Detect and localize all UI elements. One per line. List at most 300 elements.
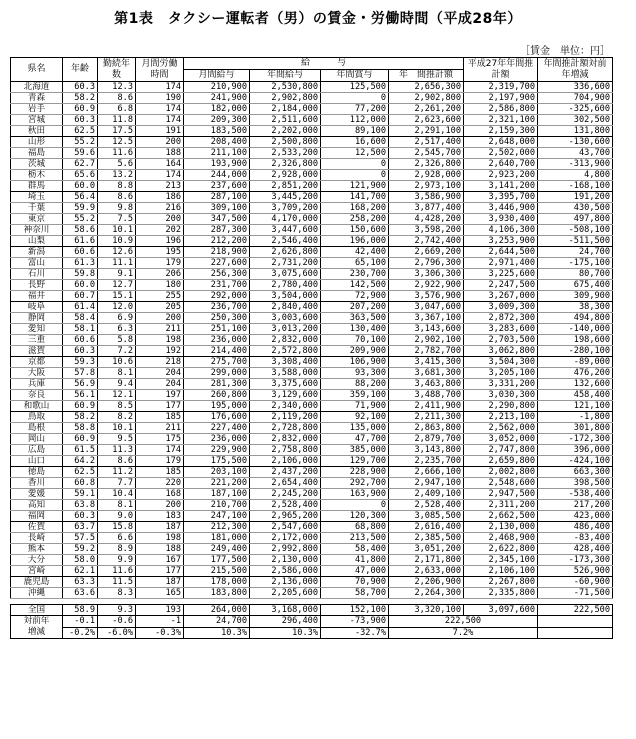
cell: -1,800 — [538, 412, 613, 423]
cell: 2,742,400 — [389, 236, 464, 247]
cell: 7.7 — [98, 478, 136, 489]
cell: -508,100 — [538, 225, 613, 236]
cell: 11.6 — [98, 148, 136, 159]
cell: 2,758,800 — [250, 445, 321, 456]
cell: 8.9 — [98, 544, 136, 555]
cell: 230,700 — [321, 269, 389, 280]
cell: 8.6 — [98, 192, 136, 203]
table-row — [11, 181, 613, 192]
cell: 55.2 — [63, 137, 98, 148]
cell: 60.3 — [63, 82, 98, 93]
pref-name: 群馬 — [11, 181, 63, 192]
cell: 12,500 — [321, 148, 389, 159]
table-row — [11, 104, 613, 115]
cell: 195 — [136, 247, 184, 258]
pref-name: 高知 — [11, 500, 63, 511]
cell: 193,900 — [184, 159, 250, 170]
cell: 65.6 — [63, 170, 98, 181]
cell: 3,062,800 — [464, 346, 538, 357]
cell: 164 — [136, 159, 184, 170]
cell: 63.3 — [63, 577, 98, 588]
cell: 188 — [136, 544, 184, 555]
cell: 2,235,700 — [389, 456, 464, 467]
cell: 2,832,000 — [250, 434, 321, 445]
cell: 174 — [136, 445, 184, 456]
table-row — [11, 346, 613, 357]
cell: 2,626,800 — [250, 247, 321, 258]
cell: 211 — [136, 423, 184, 434]
cell: 77,200 — [321, 104, 389, 115]
cell: -73,900 — [321, 616, 389, 628]
cell: 187 — [136, 577, 184, 588]
cell: 176,600 — [184, 412, 250, 423]
cell: 182,000 — [184, 104, 250, 115]
pref-name: 島根 — [11, 423, 63, 434]
cell: 2,291,100 — [389, 126, 464, 137]
cell: 58.9 — [63, 605, 98, 616]
cell: 200 — [136, 500, 184, 511]
cell: -424,100 — [538, 456, 613, 467]
cell: 3,320,100 — [389, 605, 464, 616]
cell: 287,300 — [184, 225, 250, 236]
table-row — [11, 280, 613, 291]
cell: 2,171,800 — [389, 555, 464, 566]
cell: 2,511,600 — [250, 115, 321, 126]
cell: 222,500 — [389, 616, 538, 628]
pref-name: 鳥取 — [11, 412, 63, 423]
cell: 3,367,100 — [389, 313, 464, 324]
cell: 250,300 — [184, 313, 250, 324]
cell: 2,159,300 — [464, 126, 538, 137]
cell: 7.2% — [389, 627, 538, 639]
pref-name: 岡山 — [11, 434, 63, 445]
cell: 208,400 — [184, 137, 250, 148]
cell: 222,500 — [538, 605, 613, 616]
cell: 2,662,500 — [464, 511, 538, 522]
cell: 60.0 — [63, 181, 98, 192]
table-row — [11, 225, 613, 236]
cell: 5.8 — [98, 335, 136, 346]
cell: 58.2 — [63, 412, 98, 423]
table-row — [11, 588, 613, 599]
cell: 215,500 — [184, 566, 250, 577]
table-row — [11, 82, 613, 93]
cell: 2,547,600 — [250, 522, 321, 533]
cell: 60.9 — [63, 104, 98, 115]
cell: 200 — [136, 313, 184, 324]
header-hours: 月間労働時間 — [136, 58, 184, 82]
pref-name: 福島 — [11, 148, 63, 159]
cell: 3,415,300 — [389, 357, 464, 368]
cell: 62.1 — [63, 566, 98, 577]
cell: 204 — [136, 379, 184, 390]
pref-name: 長野 — [11, 280, 63, 291]
cell: 55.2 — [63, 214, 98, 225]
pref-name: 山梨 — [11, 236, 63, 247]
cell: 9.3 — [98, 605, 136, 616]
pref-name: 和歌山 — [11, 401, 63, 412]
cell: 193 — [136, 605, 184, 616]
cell: 70,900 — [321, 577, 389, 588]
cell: 398,500 — [538, 478, 613, 489]
cell: 167 — [136, 555, 184, 566]
cell: 3,267,000 — [464, 291, 538, 302]
cell: 15.8 — [98, 522, 136, 533]
cell: 195,000 — [184, 401, 250, 412]
cell: 178,000 — [184, 577, 250, 588]
cell: 2,002,800 — [464, 467, 538, 478]
cell: 135,000 — [321, 423, 389, 434]
cell: 211,100 — [184, 148, 250, 159]
cell: 121,100 — [538, 401, 613, 412]
cell: 57.5 — [63, 533, 98, 544]
cell: 3,504,000 — [250, 291, 321, 302]
cell: 41,800 — [321, 555, 389, 566]
cell: 494,800 — [538, 313, 613, 324]
cell: 2,840,400 — [250, 302, 321, 313]
cell: 8.6 — [98, 456, 136, 467]
pref-name: 滋賀 — [11, 346, 63, 357]
pref-name: 富山 — [11, 258, 63, 269]
cell: 2,437,200 — [250, 467, 321, 478]
pref-name: 石川 — [11, 269, 63, 280]
cell: 2,326,800 — [389, 159, 464, 170]
table-row — [11, 544, 613, 555]
cell: -83,400 — [538, 533, 613, 544]
cell: 301,800 — [538, 423, 613, 434]
cell: 3,085,500 — [389, 511, 464, 522]
cell: 203,100 — [184, 467, 250, 478]
cell: 2,659,800 — [464, 456, 538, 467]
cell: 2,326,800 — [250, 159, 321, 170]
table-row — [11, 379, 613, 390]
cell: 2,973,100 — [389, 181, 464, 192]
table-row — [11, 115, 613, 126]
pref-name: 新潟 — [11, 247, 63, 258]
cell: 10.9 — [98, 236, 136, 247]
cell: 2,319,700 — [464, 82, 538, 93]
cell: 2,965,200 — [250, 511, 321, 522]
cell: -71,500 — [538, 588, 613, 599]
pref-name: 秋田 — [11, 126, 63, 137]
cell: 2,245,200 — [250, 489, 321, 500]
cell: 423,000 — [538, 511, 613, 522]
cell: 206 — [136, 269, 184, 280]
cell: 4,170,000 — [250, 214, 321, 225]
cell: 132,600 — [538, 379, 613, 390]
cell: 3,588,000 — [250, 368, 321, 379]
cell: 8.1 — [98, 368, 136, 379]
cell: 142,500 — [321, 280, 389, 291]
pref-name: 静岡 — [11, 313, 63, 324]
cell: 60.3 — [63, 511, 98, 522]
cell: 191,200 — [538, 192, 613, 203]
table-row — [11, 434, 613, 445]
cell: 63.8 — [63, 500, 98, 511]
cell: 2,202,000 — [250, 126, 321, 137]
cell: 3,709,200 — [250, 203, 321, 214]
cell: 59.9 — [63, 203, 98, 214]
cell: 2,468,900 — [464, 533, 538, 544]
cell — [538, 627, 613, 639]
cell: 6.9 — [98, 313, 136, 324]
cell: 2,119,200 — [250, 412, 321, 423]
cell: 60.3 — [63, 115, 98, 126]
cell: 60.6 — [63, 335, 98, 346]
cell: 59.1 — [63, 489, 98, 500]
table-row — [11, 566, 613, 577]
cell: 2,666,100 — [389, 467, 464, 478]
cell: 6.8 — [98, 104, 136, 115]
cell: 60.3 — [63, 346, 98, 357]
cell: 336,600 — [538, 82, 613, 93]
cell: 241,900 — [184, 93, 250, 104]
pref-name: 佐賀 — [11, 522, 63, 533]
cell: 0 — [321, 159, 389, 170]
cell: 8.8 — [98, 181, 136, 192]
cell: 60.9 — [63, 401, 98, 412]
cell: 2,780,400 — [250, 280, 321, 291]
cell: 88,200 — [321, 379, 389, 390]
table-row — [11, 357, 613, 368]
cell: 56.4 — [63, 192, 98, 203]
cell: 3,445,200 — [250, 192, 321, 203]
cell: 260,800 — [184, 390, 250, 401]
cell: 3,052,000 — [464, 434, 538, 445]
cell: 221,200 — [184, 478, 250, 489]
table-row — [11, 522, 613, 533]
cell: -1 — [136, 616, 184, 628]
cell: 2,205,600 — [250, 588, 321, 599]
cell: 11.8 — [98, 115, 136, 126]
cell: 13.2 — [98, 170, 136, 181]
cell: 309,900 — [538, 291, 613, 302]
cell: 190 — [136, 93, 184, 104]
cell: 58.4 — [63, 313, 98, 324]
cell: -511,500 — [538, 236, 613, 247]
cell: 7.5 — [98, 214, 136, 225]
pref-name: 栃木 — [11, 170, 63, 181]
cell: 2,796,300 — [389, 258, 464, 269]
cell: 174 — [136, 170, 184, 181]
cell: 2,517,400 — [389, 137, 464, 148]
cell: 93,300 — [321, 368, 389, 379]
cell: 4,106,300 — [464, 225, 538, 236]
cell: 152,100 — [321, 605, 389, 616]
table-row — [11, 126, 613, 137]
cell: 179 — [136, 456, 184, 467]
cell: 2,992,800 — [250, 544, 321, 555]
cell: 3,283,600 — [464, 324, 538, 335]
cell: 2,902,800 — [250, 93, 321, 104]
cell: -0.3% — [136, 627, 184, 639]
cell: 3,030,300 — [464, 390, 538, 401]
cell: 486,400 — [538, 522, 613, 533]
cell: 2,728,800 — [250, 423, 321, 434]
cell: 258,200 — [321, 214, 389, 225]
cell: 3,129,600 — [250, 390, 321, 401]
table-row — [11, 93, 613, 104]
cell: 3,576,900 — [389, 291, 464, 302]
cell: 704,900 — [538, 93, 613, 104]
cell: 150,600 — [321, 225, 389, 236]
table-row — [11, 192, 613, 203]
cell: 2,947,500 — [464, 489, 538, 500]
pref-name: 大分 — [11, 555, 63, 566]
unit-note: ［賃金 単位：円］ — [520, 46, 610, 57]
cell: 2,648,000 — [464, 137, 538, 148]
cell: 2,546,400 — [250, 236, 321, 247]
cell: 59.3 — [63, 357, 98, 368]
cell: 3,143,600 — [389, 324, 464, 335]
pref-name: 茨城 — [11, 159, 63, 170]
cell: 177 — [136, 401, 184, 412]
change-row — [11, 616, 613, 628]
cell: 281,300 — [184, 379, 250, 390]
cell: 43,700 — [538, 148, 613, 159]
cell: 264,000 — [184, 605, 250, 616]
cell: 131,800 — [538, 126, 613, 137]
cell: 302,500 — [538, 115, 613, 126]
cell: 251,100 — [184, 324, 250, 335]
pref-name: 福岡 — [11, 511, 63, 522]
cell: 229,900 — [184, 445, 250, 456]
cell: 60.7 — [63, 291, 98, 302]
cell: 200 — [136, 137, 184, 148]
cell: 58.8 — [63, 423, 98, 434]
cell: -140,000 — [538, 324, 613, 335]
cell: 121,900 — [321, 181, 389, 192]
cell: 2,130,000 — [250, 555, 321, 566]
cell: 47,700 — [321, 434, 389, 445]
cell: 58.6 — [63, 225, 98, 236]
cell: 2,832,000 — [250, 335, 321, 346]
cell: 6.6 — [98, 533, 136, 544]
cell: 218 — [136, 357, 184, 368]
cell: 396,000 — [538, 445, 613, 456]
cell: 187,100 — [184, 489, 250, 500]
table-row — [11, 456, 613, 467]
cell: 9.5 — [98, 434, 136, 445]
cell: 9.4 — [98, 379, 136, 390]
cell: 292,700 — [321, 478, 389, 489]
cell: 12.1 — [98, 390, 136, 401]
cell: 60.9 — [63, 434, 98, 445]
cell: 12.6 — [98, 247, 136, 258]
cell: 179 — [136, 258, 184, 269]
cell: 237,600 — [184, 181, 250, 192]
table-row — [11, 291, 613, 302]
cell: 2,311,200 — [464, 500, 538, 511]
cell: 198 — [136, 335, 184, 346]
change-label — [11, 616, 63, 639]
cell: 2,533,200 — [250, 148, 321, 159]
cell: 10.3% — [184, 627, 250, 639]
cell: 191 — [136, 126, 184, 137]
cell: 213 — [136, 181, 184, 192]
cell: 3,447,600 — [250, 225, 321, 236]
cell: 174 — [136, 82, 184, 93]
cell: 287,100 — [184, 192, 250, 203]
pref-name: 岩手 — [11, 104, 63, 115]
cell: 526,900 — [538, 566, 613, 577]
cell: 2,902,800 — [389, 93, 464, 104]
table-row — [11, 247, 613, 258]
cell: 8.6 — [98, 93, 136, 104]
cell: 183,800 — [184, 588, 250, 599]
cell: 175 — [136, 434, 184, 445]
cell: 11.2 — [98, 467, 136, 478]
cell: 275,700 — [184, 357, 250, 368]
cell: 430,500 — [538, 203, 613, 214]
cell: 211 — [136, 324, 184, 335]
header-annual: 年間給与 — [250, 70, 321, 82]
cell: 3,598,200 — [389, 225, 464, 236]
cell: 60.0 — [63, 280, 98, 291]
cell: 12.0 — [98, 302, 136, 313]
cell: 2,923,200 — [464, 170, 538, 181]
cell: 220 — [136, 478, 184, 489]
cell: 2,928,000 — [250, 170, 321, 181]
pref-name: 大阪 — [11, 368, 63, 379]
wage-table — [10, 57, 613, 639]
header-pref: 県名 — [11, 58, 63, 82]
cell: 2,290,800 — [464, 401, 538, 412]
cell: 24,700 — [538, 247, 613, 258]
cell: 2,654,400 — [250, 478, 321, 489]
cell: 192 — [136, 346, 184, 357]
cell: 60.8 — [63, 478, 98, 489]
cell: 385,000 — [321, 445, 389, 456]
cell: 207,200 — [321, 302, 389, 313]
pref-name: 兵庫 — [11, 379, 63, 390]
cell: 15.1 — [98, 291, 136, 302]
table-row — [11, 236, 613, 247]
cell: 8.1 — [98, 500, 136, 511]
cell: 4,800 — [538, 170, 613, 181]
cell: -172,300 — [538, 434, 613, 445]
cell: 2,947,100 — [389, 478, 464, 489]
cell: 2,184,000 — [250, 104, 321, 115]
cell: 231,700 — [184, 280, 250, 291]
cell: 2,562,000 — [464, 423, 538, 434]
cell: 42,400 — [321, 247, 389, 258]
cell: 2,130,000 — [464, 522, 538, 533]
cell: 296,400 — [250, 616, 321, 628]
cell: 3,047,600 — [389, 302, 464, 313]
cell: 476,200 — [538, 368, 613, 379]
cell: 244,000 — [184, 170, 250, 181]
cell: 65,100 — [321, 258, 389, 269]
cell: 347,500 — [184, 214, 250, 225]
cell: 57.8 — [63, 368, 98, 379]
cell: 120,300 — [321, 511, 389, 522]
cell: 185 — [136, 467, 184, 478]
cell: 663,300 — [538, 467, 613, 478]
cell: 497,800 — [538, 214, 613, 225]
header-monthly: 月間給与 — [184, 70, 250, 82]
table-row — [11, 401, 613, 412]
cell: 183,500 — [184, 126, 250, 137]
cell: 309,100 — [184, 203, 250, 214]
cell: -280,100 — [538, 346, 613, 357]
cell: 216 — [136, 203, 184, 214]
cell: 12.3 — [98, 82, 136, 93]
cell: 56.9 — [63, 379, 98, 390]
cell: 200 — [136, 214, 184, 225]
pref-name: 東京 — [11, 214, 63, 225]
cell: 3,253,900 — [464, 236, 538, 247]
